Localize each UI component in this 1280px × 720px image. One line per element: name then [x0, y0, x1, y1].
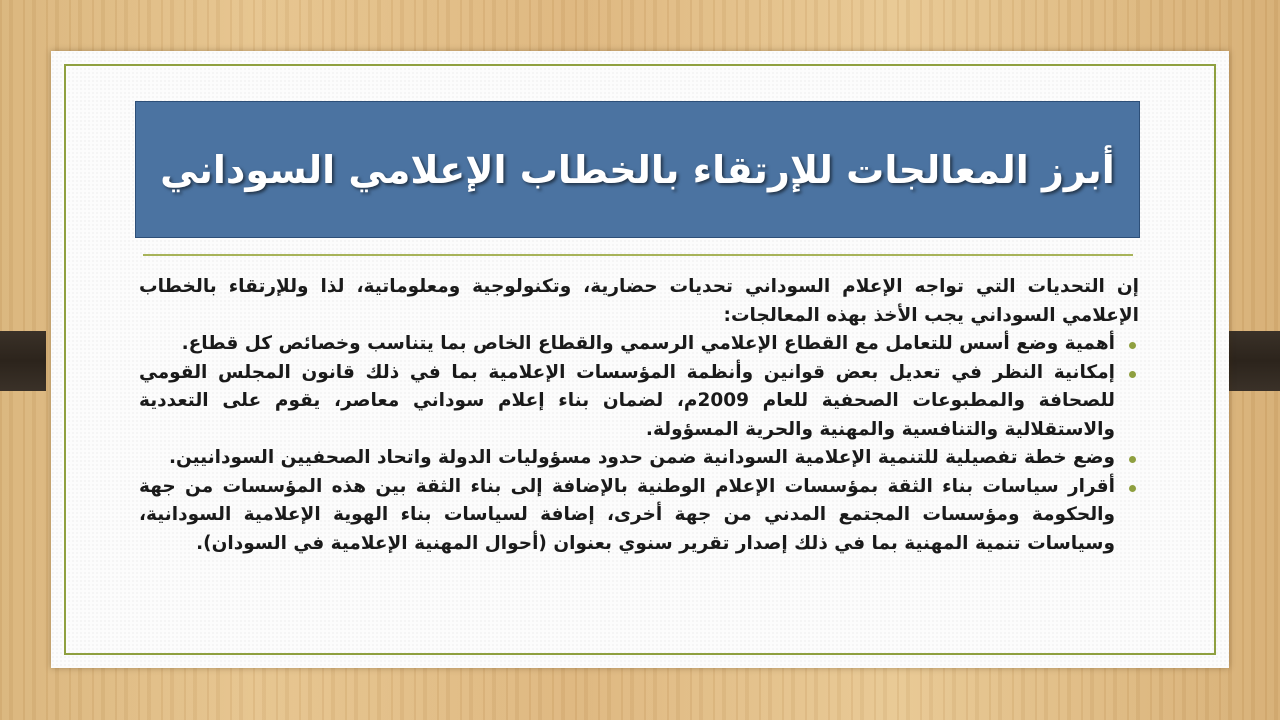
slide-content — [139, 273, 1139, 558]
title-divider — [143, 254, 1133, 256]
list-item-text: وضع خطة تفصيلية للتنمية الإعلامية السودانية ضمن حدود مسؤوليات الدولة واتحاد الصحفيين السودانيين. — [168, 447, 1115, 468]
bullet-dot-icon — [1129, 342, 1136, 349]
slide-title: أبرز المعالجات للإرتقاء بالخطاب الإعلامي السوداني — [160, 147, 1115, 192]
list-item — [139, 473, 1139, 559]
bullet-dot-icon — [1129, 485, 1136, 492]
slide — [51, 51, 1229, 668]
list-item-text: أهمية وضع أسس للتعامل مع القطاع الإعلامي الرسمي والقطاع الخاص بما يتناسب وخصائص كل قطاع. — [181, 333, 1115, 354]
title-box — [135, 101, 1140, 238]
list-item — [139, 359, 1139, 445]
bullet-dot-icon — [1129, 371, 1136, 378]
intro-paragraph: إن التحديات التي تواجه الإعلام السوداني تحديات حضارية، وتكنولوجية ومعلوماتية، لذا وللإرتقاء بالخطاب الإعلامي السوداني يجب الأخذ بهذه المعالجات: — [139, 276, 1139, 326]
wood-bar-left — [0, 331, 46, 391]
list-item — [139, 330, 1139, 359]
bullet-dot-icon — [1129, 456, 1136, 463]
points-list — [139, 330, 1139, 558]
list-item-text: إمكانية النظر في تعديل بعض قوانين وأنظمة المؤسسات الإعلامية بما في ذلك قانون المجلس القومي للصحافة والمطبوعات الصحفية للعام 2009م، لضمان بناء إعلام سوداني معاصر، يقوم على التعددية والاستقلالية والتنافسية والمهنية والحرية المسؤولة. — [139, 361, 1115, 440]
list-item — [139, 444, 1139, 473]
list-item-text: أقرار سياسات بناء الثقة بمؤسسات الإعلام الوطنية بالإضافة إلى بناء الثقة بين هذه المؤسسات من جهة والحكومة ومؤسسات المجتمع المدني من جهة أخرى، إضافة لسياسات بناء الهوية الإعلامية السودانية، وسياسات تنمية المهنية بما في ذلك إصدار تقرير سنوي بعنوان (أحوال المهنية الإعلامية في السودان). — [139, 475, 1115, 554]
